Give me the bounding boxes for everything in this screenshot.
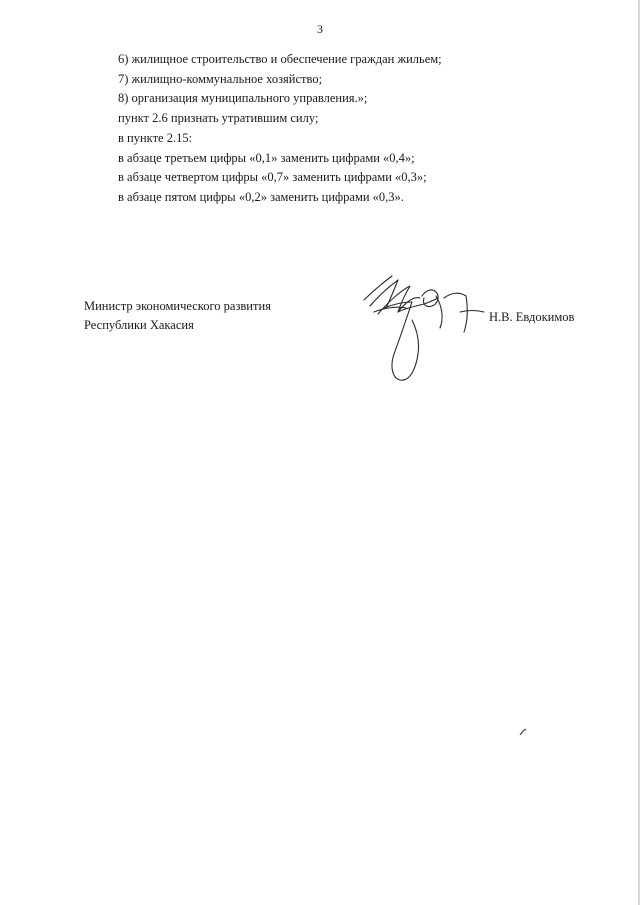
body-text (118, 50, 442, 208)
handwritten-signature (360, 268, 490, 390)
body-line: 6) жилищное строительство и обеспечение граждан жильем; (118, 52, 442, 66)
page-number: 3 (317, 22, 323, 36)
body-line: в абзаце третьем цифры «0,1» заменить цифрами «0,4»; (118, 150, 415, 165)
signatory-name: Н.В. Евдокимов (489, 310, 575, 324)
position-line: Министр экономического развития (84, 299, 271, 313)
body-line: в абзаце четвертом цифры «0,7» заменить цифрами «0,3»; (118, 170, 427, 185)
body-line: в абзаце пятом цифры «0,2» заменить цифрами «0,3». (118, 189, 404, 204)
body-line: 7) жилищно-коммунальное хозяйство; (118, 71, 323, 86)
position-line: Республики Хакасия (84, 318, 194, 332)
signatory-position (84, 297, 271, 335)
body-line: 8) организация муниципального управления.»; (118, 91, 368, 106)
body-line: пункт 2.6 признать утратившим силу; (118, 111, 319, 126)
scan-speck (518, 727, 528, 737)
body-line: в пункте 2.15: (118, 130, 193, 145)
